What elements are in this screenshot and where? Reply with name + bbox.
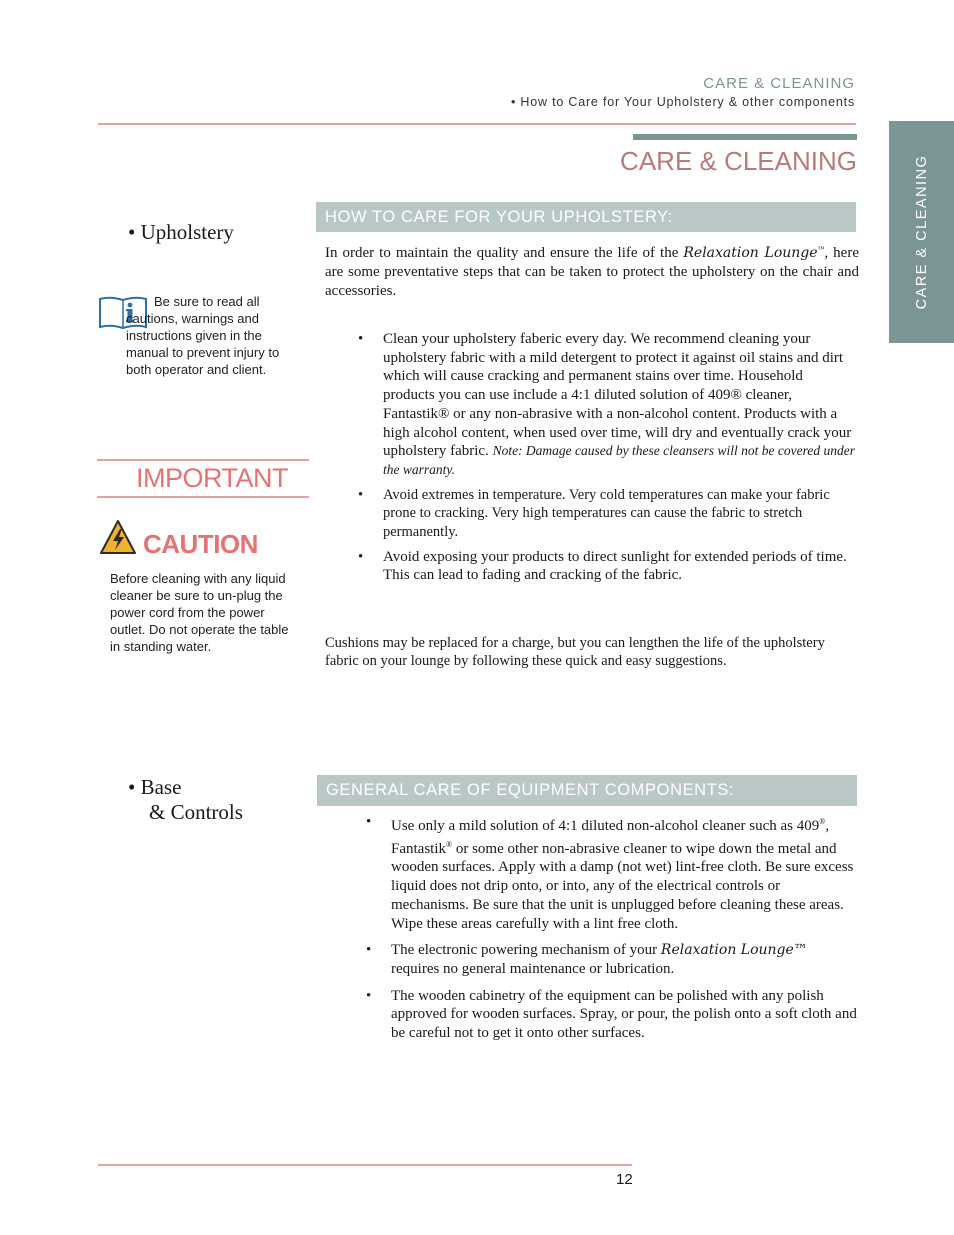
bullet-dot: • — [366, 942, 372, 959]
intro-before: In order to maintain the quality and ensure the life of the — [325, 245, 679, 261]
bullet-dot: • — [366, 814, 372, 830]
side-tab — [889, 121, 954, 343]
header-rule — [98, 123, 856, 125]
base-heading: • Base — [128, 775, 182, 799]
upholstery-intro — [325, 240, 859, 301]
upholstery-closing: Cushions may be replaced for a charge, but you can lengthen the life of the upholstery fabric on your lounge by following these quick and easy suggestions. — [325, 635, 825, 669]
important-rule-top — [97, 459, 309, 461]
footer-rule — [98, 1164, 632, 1166]
bullet-body: Clean your upholstery faberic every day. We recommend cleaning your upholstery fabric with a mild detergent to protect it against oil stains and dirt which will cause cracking and permanent stains over time. Household products you can use include a 4:1 diluted solution of 409® cleaner, Fantastik® or any non-abrasive with a non-alcohol content. Products with a high alcohol content, when used over time, will dry and eventually crack your upholstery fabric. — [383, 331, 852, 460]
bullet-dot: • — [366, 987, 372, 1004]
caution-text: Before cleaning with any liquid cleaner be sure to un-plug the power cord from the power outlet. Do not operate the table in standing water. — [110, 571, 289, 654]
upholstery-heading: • Upholstery — [128, 220, 234, 244]
title-bar — [633, 134, 857, 140]
caution-label: CAUTION — [143, 529, 258, 559]
page-title: CARE & CLEANING — [620, 146, 857, 176]
bullet2-part-a: The electronic powering mechanism of your — [391, 942, 658, 959]
bullet-text — [391, 941, 858, 978]
general-care-bullet-list — [366, 813, 858, 1049]
list-item — [358, 548, 858, 585]
warning-icon — [99, 519, 137, 555]
list-item — [358, 486, 858, 542]
list-item — [358, 330, 858, 480]
list-item — [366, 813, 858, 933]
list-item — [366, 987, 858, 1043]
bullet-text: The wooden cabinetry of the equipment can be polished with any polish approved for wooden surfaces. Spray, or pour, the polish onto a soft cloth and be careful not to get it onto other surfaces. — [391, 987, 857, 1042]
bullet-dot: • — [358, 331, 364, 347]
bullet1-part-c: or some other non-abrasive cleaner to wipe down the metal and wooden surfaces. Apply with a damp (not wet) lint-free cloth. Be sure excess liquid does not drip onto, or into, any of the electrical controls or mechanisms. Be sure that the unit is unplugged before cleaning these areas. Wipe these areas carefully with a lint free cloth. — [391, 840, 854, 932]
bullet-text: Avoid exposing your products to direct sunlight for extended periods of time. This can lead to fading and cracking of the fabric. — [383, 548, 847, 584]
list-item — [366, 941, 858, 978]
controls-heading: & Controls — [149, 800, 243, 824]
brand-name: Relaxation Lounge — [683, 245, 818, 261]
side-tab-label: CARE & CLEANING — [913, 154, 930, 310]
important-rule-bottom — [97, 496, 309, 498]
bullet-dot: • — [358, 548, 364, 565]
bullet2-part-b: requires no general maintenance or lubrication. — [391, 960, 675, 977]
warranty-note: Note: Damage caused by these cleansers will not be covered under the warranty. — [383, 443, 855, 477]
page-number: 12 — [616, 1171, 633, 1188]
bullet1-part-a: Use only a mild solution of 4:1 diluted non-alcohol cleaner such as 409 — [391, 818, 820, 834]
registered-mark: ® — [819, 817, 826, 826]
registered-mark: ® — [446, 839, 453, 849]
important-label: IMPORTANT — [136, 463, 289, 493]
info-note: Be sure to read all cautions, warnings and instructions given in the manual to prevent injury to both operator and client. — [126, 294, 280, 377]
bullet-dot: • — [358, 486, 364, 503]
general-care-section-header: GENERAL CARE OF EQUIPMENT COMPONENTS: — [317, 775, 857, 806]
intro-after: , here are some preventative steps that can be taken to protect the upholstery on the chair and accessories. — [325, 245, 859, 299]
upholstery-section-header: HOW TO CARE FOR YOUR UPHOLSTERY: — [316, 202, 856, 232]
header-title: CARE & CLEANING — [703, 75, 855, 92]
brand-name: Relaxation Lounge™ — [660, 942, 808, 959]
bullet-text — [383, 330, 858, 480]
header-subtitle: • How to Care for Your Upholstery & other components — [510, 95, 855, 109]
bullet-text: Avoid extremes in temperature. Very cold temperatures can make your fabric prone to cracking. Very high temperatures can cause the fabric to stretch permanently. — [383, 486, 830, 541]
bullet1-part-b: , Fantastik — [391, 818, 830, 857]
bullet-text — [391, 813, 858, 933]
trademark: ™ — [817, 245, 825, 253]
upholstery-bullet-list — [358, 330, 858, 591]
